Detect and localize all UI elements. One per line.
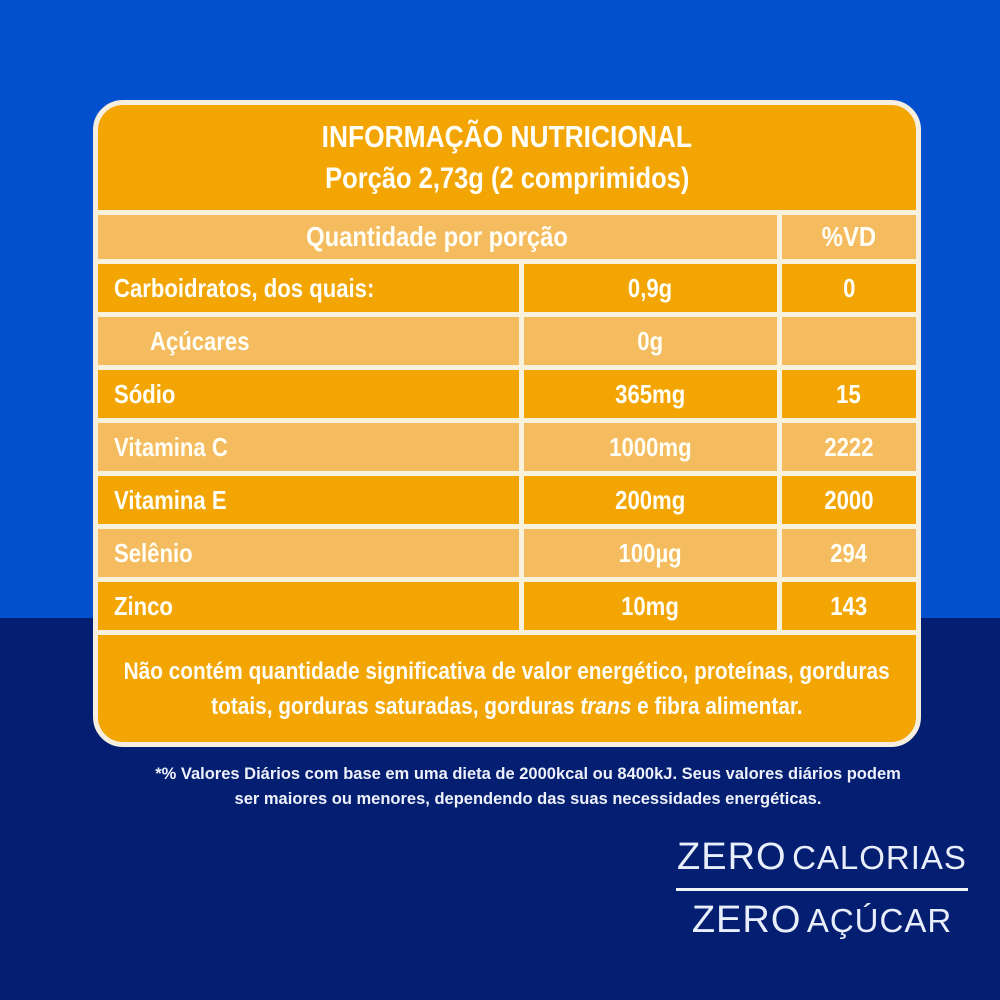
column-header-quantity: Quantidade por porção [98,215,777,259]
table-row-vd: 2222 [782,423,916,471]
disclaimer-line-1: *% Valores Diários com base em uma dieta de 2000kcal ou 8400kJ. Seus valores diários podem [155,765,901,783]
table-row-label: Açúcares [98,317,519,365]
table-row-amount: 1000mg [524,423,777,471]
table-row-amount: 200mg [524,476,777,524]
serving-size: Porção 2,73g (2 comprimidos) [324,162,690,195]
table-row-label: Sódio [98,370,519,418]
table-row-amount: 10mg [524,582,777,630]
table-row-amount: 0,9g [524,264,777,312]
nutrition-table [98,210,916,635]
table-row-vd [782,317,916,365]
table-row-label: Zinco [98,582,519,630]
zero-calorias-claim: ZERO CALORIAS [677,836,967,878]
zero-claims-block [676,836,968,942]
table-row-amount: 100µg [524,529,777,577]
table-row-vd: 143 [782,582,916,630]
column-header-vd: %VD [782,215,916,259]
claims-divider-line [676,888,968,891]
note-line-2: totais, gorduras saturadas, gorduras trans e fibra alimentar. [211,692,803,720]
panel-title-block [98,105,916,210]
disclaimer-line-2: ser maiores ou menores, dependendo das suas necessidades energéticas. [234,790,822,808]
table-row-vd: 294 [782,529,916,577]
zero-acucar-claim: ZERO AÇÚCAR [691,899,953,941]
nutrition-facts-panel [93,100,921,747]
panel-title: INFORMAÇÃO NUTRICIONAL [321,119,693,154]
table-row-vd: 15 [782,370,916,418]
table-row-label: Selênio [98,529,519,577]
table-row-amount: 365mg [524,370,777,418]
table-row-label: Vitamina E [98,476,519,524]
no-significant-amounts-note [98,635,916,742]
daily-values-disclaimer [56,762,1000,812]
table-row-vd: 2000 [782,476,916,524]
table-row-label: Vitamina C [98,423,519,471]
table-row-amount: 0g [524,317,777,365]
note-line-1: Não contém quantidade significativa de valor energético, proteínas, gorduras [123,657,891,685]
table-row-label: Carboidratos, dos quais: [98,264,519,312]
table-row-vd: 0 [782,264,916,312]
